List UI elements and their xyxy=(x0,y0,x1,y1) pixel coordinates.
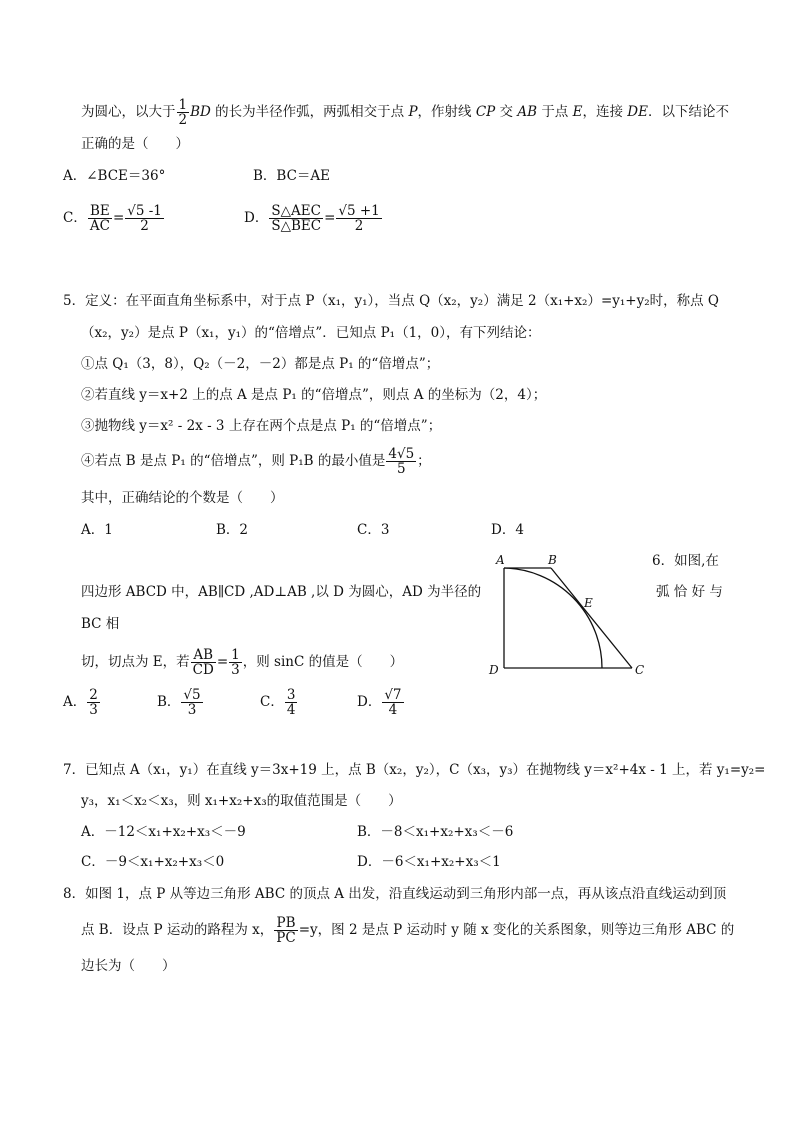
q6-option-a xyxy=(63,688,101,717)
frac-den: 2 xyxy=(354,218,364,234)
q6-b-frac xyxy=(181,688,202,717)
q4-text: 交 xyxy=(499,104,514,120)
option-label: D． xyxy=(244,210,269,226)
frac-num: 2 xyxy=(89,687,98,703)
q4-d-left-frac xyxy=(269,204,323,233)
frac-num: √5 +1 xyxy=(338,203,380,219)
q6-option-d xyxy=(357,688,405,717)
q6-head: 6．如图,在 xyxy=(652,553,719,569)
q6-line1-tail: 弧 恰 好 与 xyxy=(656,584,723,600)
frac-den: 2 xyxy=(178,112,188,128)
q5-option-c: C．3 xyxy=(357,522,390,538)
q6-ratio xyxy=(191,648,216,677)
q4-option-c xyxy=(63,204,165,233)
q8-text: =y，图 2 是点 P 运动时 y 随 x 变化的关系图象，则等边三角形 ABC 的 xyxy=(298,922,735,938)
q7-option-a: A．－12＜x₁+x₂+x₃＜－9 xyxy=(81,824,246,840)
q4-text: ，作射线 xyxy=(417,104,472,120)
frac-num: √5 -1 xyxy=(127,203,162,219)
q5-line1: 5．定义：在平面直角坐标系中，对于点 P（x₁，y₁），当点 Q（x₂，y₂）满足 2（x₁+x₂）=y₁+y₂时，称点 Q xyxy=(63,293,720,309)
q5-statement-2: ②若直线 y＝x+2 上的点 A 是点 P₁ 的“倍增点”，则点 A 的坐标为（2，4）； xyxy=(81,387,547,403)
label-d: D xyxy=(489,663,499,677)
q4-c-right-frac xyxy=(125,204,164,233)
frac-den: 3 xyxy=(231,662,240,678)
q4-e: E xyxy=(572,104,583,120)
option-label: A． xyxy=(63,694,87,710)
q5-line2: （x₂，y₂）是点 P（x₁，y₁）的“倍增点”．已知点 P₁（1，0），有下列结论： xyxy=(81,325,541,341)
label-b: B xyxy=(548,553,557,567)
frac-num: 1 xyxy=(231,647,240,663)
q6-text: 切，切点为 E，若 xyxy=(81,654,190,670)
q6-c-frac xyxy=(285,688,298,717)
q6-a-frac xyxy=(87,688,100,717)
frac-den: 3 xyxy=(187,702,197,718)
segment-bc xyxy=(551,568,632,668)
equals: = xyxy=(324,210,336,226)
q5-ask: 其中，正确结论的个数是（ ） xyxy=(81,490,284,506)
q8-line3: 边长为（ ） xyxy=(81,958,176,974)
q5-s4-text: ； xyxy=(417,453,431,469)
q4-c-left-frac xyxy=(88,204,112,233)
q7-option-b: B．－8＜x₁+x₂+x₃＜－6 xyxy=(357,824,514,840)
q6-option-c xyxy=(260,688,298,717)
q6-line1: 四边形 ABCD 中，AB∥CD ,AD⊥AB ,以 D 为圆心，AD 为半径的 xyxy=(81,584,482,600)
frac-num: 3 xyxy=(286,687,296,703)
q7-option-c: C．－9＜x₁+x₂+x₃＜0 xyxy=(81,854,225,870)
q4-text: 为圆心，以大于 xyxy=(81,104,176,120)
q4-line2: 正确的是（ ） xyxy=(81,136,189,152)
q4-p: P xyxy=(408,104,418,120)
q4-d-right-frac xyxy=(336,204,381,233)
frac-num: BE xyxy=(88,204,112,219)
q6-d-frac xyxy=(382,688,403,717)
q5-statement-1: ①点 Q₁（3，8），Q₂（－2，－2）都是点 P₁ 的“倍增点”； xyxy=(81,356,440,372)
q8-line1: 8．如图 1，点 P 从等边三角形 ABC 的顶点 A 出发，沿直线运动到三角形内部一点，再从该点沿直线运动到顶 xyxy=(63,886,727,902)
q4-option-d xyxy=(244,204,383,233)
equals: = xyxy=(112,210,125,226)
frac-num: 1 xyxy=(178,97,188,113)
label-a: A xyxy=(496,553,505,567)
q6-line3 xyxy=(81,648,403,677)
q5-s4-fraction xyxy=(386,447,416,476)
q4-de: DE xyxy=(627,104,648,120)
frac-num: PB xyxy=(274,916,297,931)
q5-option-a: A．1 xyxy=(81,522,113,538)
q6-line2: BC 相 xyxy=(81,616,120,632)
label-c: C xyxy=(635,663,645,677)
option-label: C． xyxy=(260,694,284,710)
q8-fraction xyxy=(274,916,297,945)
q6-ratio-value xyxy=(229,648,242,677)
option-label: B． xyxy=(157,694,181,710)
q4-line1 xyxy=(81,98,729,127)
frac-num: √5 xyxy=(183,687,201,703)
q7-line1: 7．已知点 A（x₁，y₁）在直线 y＝3x+19 上，点 B（x₂，y₂），C（x₃，y₃）在抛物线 y＝x²+4x - 1 上，若 y₁=y₂= xyxy=(63,762,766,778)
q8-text: 点 B．设点 P 运动的路程为 x， xyxy=(81,922,274,938)
equals: = xyxy=(216,654,229,670)
frac-num: S△AEC xyxy=(269,204,323,219)
option-label: C． xyxy=(63,210,87,226)
q4-ab: AB xyxy=(517,104,538,120)
frac-den: AC xyxy=(89,218,110,234)
q6-figure xyxy=(484,550,654,680)
q7-line2: y₃，x₁＜x₂＜x₃，则 x₁+x₂+x₃的取值范围是（ ） xyxy=(81,793,402,809)
q4-option-a: A．∠BCE＝36° xyxy=(63,168,166,184)
q5-statement-3: ③抛物线 y＝x² - 2x - 3 上存在两个点是点 P₁ 的“倍增点”； xyxy=(81,418,442,434)
frac-den: CD xyxy=(192,662,214,678)
q5-statement-4 xyxy=(81,447,431,476)
frac-den: 2 xyxy=(140,218,149,234)
q5-s4-text: ④若点 B 是点 P₁ 的“倍增点”，则 P₁B 的最小值是 xyxy=(81,453,386,469)
option-label: D． xyxy=(357,694,382,710)
q6-option-b xyxy=(157,688,204,717)
frac-den: 4 xyxy=(388,702,398,718)
frac-den: 3 xyxy=(89,702,98,718)
frac-den: 4 xyxy=(286,702,296,718)
frac-den: S△BEC xyxy=(271,218,322,234)
frac-den: 5 xyxy=(396,461,406,477)
q5-option-d: D．4 xyxy=(491,522,524,538)
q4-fraction-half xyxy=(177,98,190,127)
frac-num: AB xyxy=(191,648,216,663)
q4-option-b: B．BC＝AE xyxy=(253,168,331,184)
q4-text: 的长为半径作弧，两弧相交于点 xyxy=(210,104,405,120)
q7-option-d: D．－6＜x₁+x₂+x₃＜1 xyxy=(357,854,501,870)
q4-text: 于点 xyxy=(541,104,569,120)
q4-bd: BD xyxy=(190,104,211,120)
frac-num: √7 xyxy=(384,687,402,703)
q5-option-b: B．2 xyxy=(216,522,249,538)
q4-text: ，连接 xyxy=(582,104,623,120)
arc-ae xyxy=(504,568,602,668)
q6-text: ，则 sinC 的值是（ ） xyxy=(242,654,404,670)
q8-line2 xyxy=(81,916,734,945)
frac-den: PC xyxy=(276,930,296,946)
q4-text: ．以下结论不 xyxy=(647,104,729,120)
label-e: E xyxy=(584,596,593,610)
frac-num: 4√5 xyxy=(388,446,415,462)
q4-cp: CP xyxy=(475,104,496,120)
